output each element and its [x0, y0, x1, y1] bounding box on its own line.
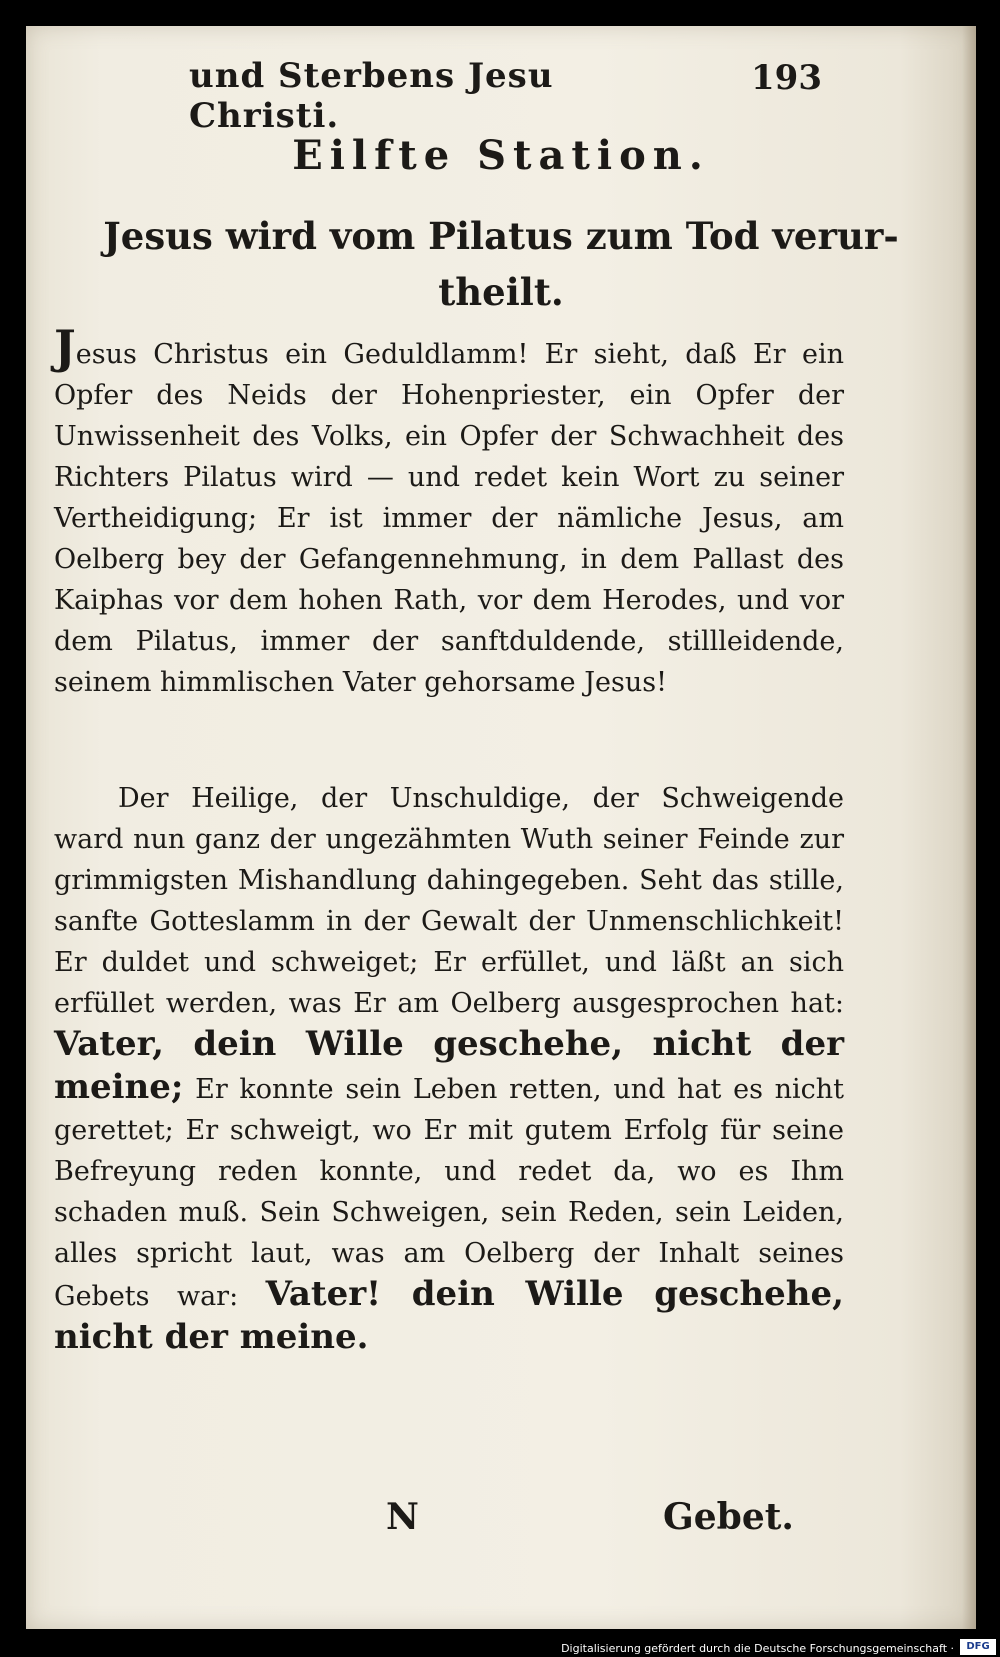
- paragraph-2-text-a: Der Heilige, der Unschuldige, der Schweigende ward nun ganz der ungezähmten Wuth seiner Feinde zur grimmigsten Mishandlung dahingegeben. Seht das stille, sanfte Gotteslamm in der Gewalt der Unmenschlichkeit! Er duldet und schweiget; Er erfüllet, und läßt an sich erfüllet werden, was Er am Oelberg ausgesprochen hat:: [54, 783, 844, 1019]
- attribution-text: Digitalisierung gefördert durch die Deutsche Forschungsgemeinschaft ·: [561, 1642, 954, 1655]
- page-edge-shadow: [962, 26, 976, 1629]
- subtitle-line-1: Jesus wird vom Pilatus zum Tod verur-: [103, 214, 899, 258]
- paragraph-1: [54, 320, 844, 703]
- signature-mark: N: [386, 1496, 419, 1538]
- running-head: und Sterbens Jesu Christi.: [189, 56, 554, 136]
- dfg-logo: DFG: [960, 1639, 996, 1655]
- section-title: Eilfte Station.: [292, 132, 710, 179]
- emphasis-quote-2: Vater! dein Wille geschehe, nicht der meine.: [54, 1274, 844, 1357]
- page-number: 193: [751, 58, 822, 98]
- drop-capital: J: [54, 320, 76, 374]
- paragraph-1-text: esus Christus ein Geduldlamm! Er sieht, daß Er ein Opfer des Neids der Hohenpriester, ein Opfer der Unwissenheit des Volks, ein Opfer der Schwachheit des Richters Pilatus wird — und redet kein Wort zu seiner Vertheidigung; Er ist immer der nämliche Jesus, am Oelberg bey der Gefangennehmung, in dem Pallast des Kaiphas vor dem hohen Rath, vor dem Herodes, und vor dem Pilatus, immer der sanftduldende, stillleidende, seinem himmlischen Vater gehorsame Jesus!: [54, 339, 844, 698]
- paragraph-2-text-b: Er konnte sein Leben retten, und hat es nicht gerettet; Er schweigt, wo Er mit gutem Erfolg für seine Befreyung reden konnte, und redet da, wo es Ihm schaden muß. Sein Schweigen, sein Reden, sein Leiden, alles spricht laut, was am Oelberg der Inhalt seines Gebets war:: [54, 1074, 844, 1312]
- catchword: Gebet.: [663, 1496, 794, 1538]
- subtitle-line-2: theilt.: [438, 270, 564, 314]
- book-page: [26, 26, 976, 1629]
- emphasis-quote-1: Vater, dein Wille geschehe, nicht der meine;: [54, 1024, 844, 1107]
- paragraph-2: [54, 778, 844, 1360]
- section-subtitle: [66, 208, 936, 320]
